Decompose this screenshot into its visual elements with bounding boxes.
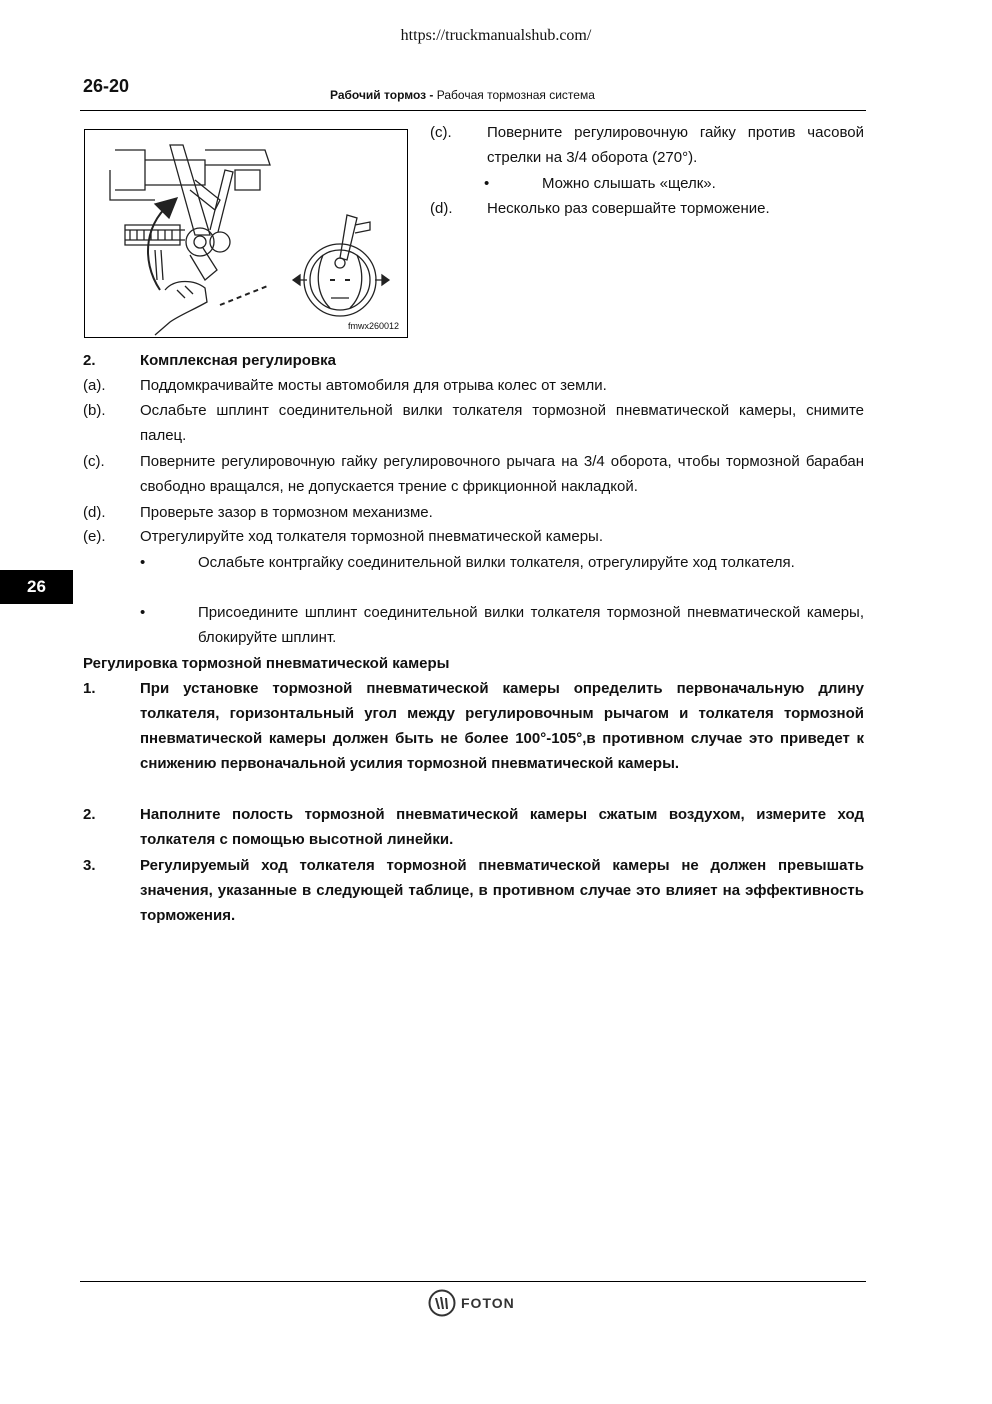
page-number: 26-20 bbox=[83, 76, 130, 96]
section-header-rest: Рабочая тормозная система bbox=[433, 88, 595, 102]
item-text: Отрегулируйте ход толкателя тормозной пневматической камеры. bbox=[140, 528, 603, 545]
item-label: (e). bbox=[83, 528, 106, 545]
bullet-dot: • bbox=[140, 554, 146, 571]
section2-item-b bbox=[83, 398, 864, 448]
section2-title: Комплексная регулировка bbox=[140, 352, 336, 369]
section2-item-a bbox=[83, 373, 864, 398]
section2-item-e bbox=[83, 524, 864, 549]
item-text: Регулируемый ход толкателя тормозной пневматической камеры не должен превышать значения, указанные в следующей таблице, в противном случае это влияет на эффективность торможения. bbox=[140, 857, 864, 924]
item-text: Поверните регулировочную гайку регулировочного рычага на 3/4 оборота, чтобы тормозной барабан свободно вращался, не допускается трение с фрикционной накладкой. bbox=[140, 453, 864, 495]
item-number: 3. bbox=[83, 857, 96, 874]
item-label: (d). bbox=[83, 504, 106, 521]
figure-id-label: fmwx260012 bbox=[347, 321, 399, 331]
item-text: Поддомкрачивайте мосты автомобиля для отрыва колес от земли. bbox=[140, 377, 607, 394]
step-text: Поверните регулировочную гайку против часовой стрелки на 3/4 оборота (270°). bbox=[487, 124, 864, 166]
item-label: (a). bbox=[83, 377, 106, 394]
section2-item-c bbox=[83, 449, 864, 499]
section2-bullet-2 bbox=[83, 600, 864, 650]
item-text: При установке тормозной пневматической камеры определить первоначальную длину толкателя, горизонтальный угол между регулировочным рычагом и толкателя тормозной пневматической камеры должен быть не более 100°-105°,в противном случае это приведет к снижению первоначальной усилия тормозной пневматической камеры. bbox=[140, 680, 864, 772]
header-rule bbox=[80, 110, 866, 111]
bullet-dot: • bbox=[140, 604, 146, 621]
item-number: 1. bbox=[83, 680, 96, 697]
section3-item-2 bbox=[83, 802, 864, 852]
right-step-d bbox=[430, 196, 864, 221]
bullet-dot: • bbox=[484, 175, 490, 192]
source-url[interactable]: https://truckmanualshub.com/ bbox=[400, 27, 592, 44]
section2-heading bbox=[83, 348, 864, 373]
section2-number: 2. bbox=[83, 352, 96, 369]
step-text: Несколько раз совершайте торможение. bbox=[487, 200, 770, 217]
chapter-tab: 26 bbox=[0, 570, 73, 604]
item-text: Проверьте зазор в тормозном механизме. bbox=[140, 504, 433, 521]
section2-bullet-1 bbox=[83, 550, 864, 600]
bullet-text: Можно слышать «щелк». bbox=[542, 175, 716, 192]
brake-adjuster-illustration bbox=[84, 129, 408, 338]
foton-logo-text: FOTON bbox=[461, 1295, 515, 1311]
footer-rule bbox=[80, 1281, 866, 1282]
item-label: (b). bbox=[83, 402, 106, 419]
item-text: Наполните полость тормозной пневматической камеры сжатым воздухом, измерите ход толкателя с помощью высотной линейки. bbox=[140, 806, 864, 848]
step-label: (d). bbox=[430, 200, 453, 217]
brake-adjuster-drawing bbox=[85, 130, 407, 337]
section3-item-3 bbox=[83, 853, 864, 929]
bullet-text: Присоедините шплинт соединительной вилки толкателя тормозной пневматической камеры, блокируйте шплинт. bbox=[198, 604, 864, 646]
section3-item-1 bbox=[83, 676, 864, 802]
item-label: (c). bbox=[83, 453, 105, 470]
foton-logo bbox=[428, 1289, 515, 1317]
step-label: (c). bbox=[430, 124, 452, 141]
item-text: Ослабьте шплинт соединительной вилки толкателя тормозной пневматической камеры, снимите палец. bbox=[140, 402, 864, 444]
section-header bbox=[330, 88, 595, 102]
section-header-bold: Рабочий тормоз - bbox=[330, 88, 434, 102]
section2-item-d bbox=[83, 500, 864, 525]
item-number: 2. bbox=[83, 806, 96, 823]
right-bullet bbox=[430, 171, 864, 196]
foton-emblem-icon bbox=[428, 1289, 456, 1317]
section3-title: Регулировка тормозной пневматической камеры bbox=[83, 655, 450, 672]
right-step-c bbox=[430, 120, 864, 170]
bullet-text: Ослабьте контргайку соединительной вилки толкателя, отрегулируйте ход толкателя. bbox=[198, 554, 795, 571]
